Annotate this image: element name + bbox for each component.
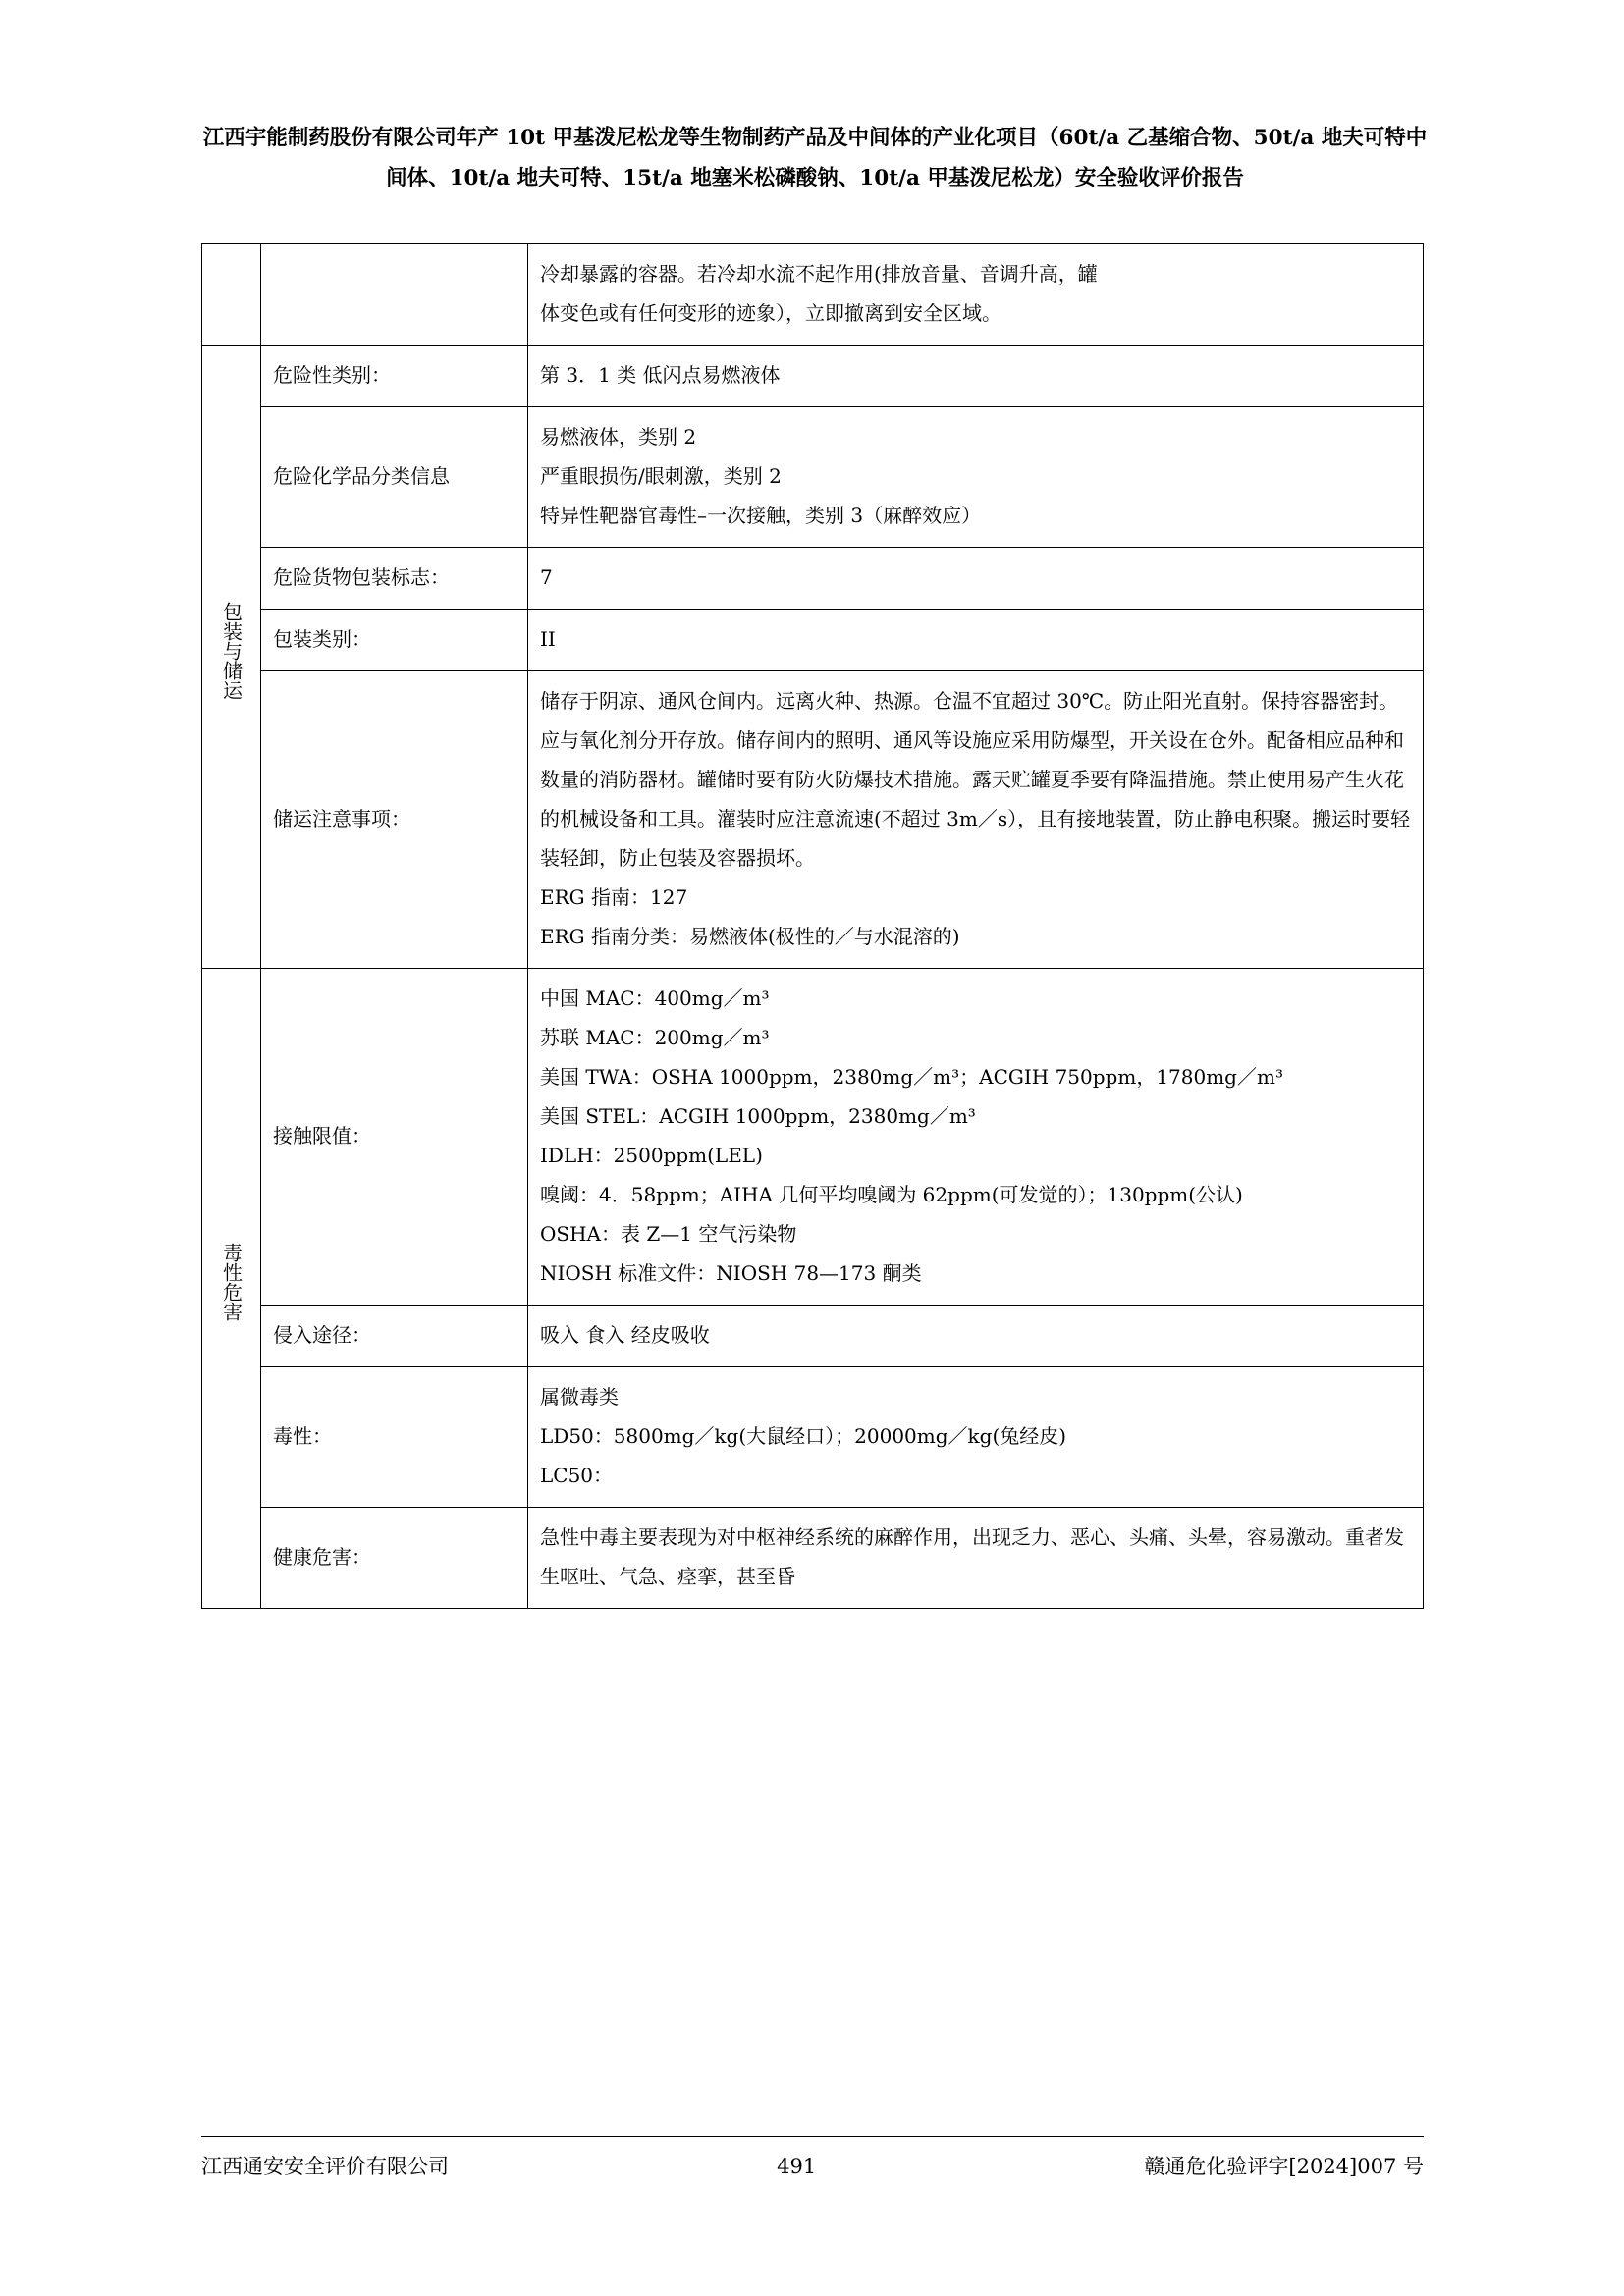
footer-doc-code: 赣通危化验评字[2024]007 号 — [1144, 2155, 1424, 2178]
label-toxicity: 毒性： — [261, 1367, 528, 1508]
table-row — [202, 1367, 1424, 1508]
value-line: 嗅阈：4．58ppm；AIHA 几何平均嗅阈为 62ppm(可发觉的）；130ppm(公认) — [540, 1183, 1243, 1206]
value-line: 急性中毒主要表现为对中枢神经系统的麻醉作用，出现乏力、恶心、头痛、头晕，容易激动。重者发生呕吐、气急、痉挛，甚至昏 — [540, 1525, 1404, 1588]
table-row — [202, 346, 1424, 407]
table-row — [202, 244, 1424, 346]
page-header-title: 江西宇能制药股份有限公司年产 10t 甲基泼尼松龙等生物制药产品及中间体的产业化项目（60t/a 乙基缩合物、50t/a 地夫可特中间体、10t/a 地夫可特、15t/a 地塞米松磷酸钠、10t/a 甲基泼尼松龙）安全验收评价报告 — [202, 126, 1428, 190]
value-dangerous-goods-mark — [528, 548, 1424, 610]
value-line: NIOSH 标准文件：NIOSH 78—173 酮类 — [540, 1261, 922, 1285]
footer-page-number: 491 — [777, 2155, 817, 2178]
value-exposure-limits — [528, 969, 1424, 1306]
value-line: ERG 指南分类：易燃液体(极性的／与水混溶的) — [540, 925, 960, 948]
label-storage-transport-notes: 储运注意事项： — [261, 671, 528, 969]
value-health-hazards — [528, 1508, 1424, 1609]
label-packaging-group: 包装类别： — [261, 610, 528, 671]
value-line: 储存于阴凉、通风仓间内。远离火种、热源。仓温不宜超过 30℃。防止阳光直射。保持容器密封。应与氧化剂分开存放。储存间内的照明、通风等设施应采用防爆型，开关设在仓外。配备相应品种和数量的消防器材。罐储时要有防火防爆技术措施。露天贮罐夏季要有降温措施。禁止使用易产生火花的机械设备和工具。灌装时应注意流速(不超过 3m／s），且有接地装置，防止静电积聚。搬运时要轻装轻卸，防止包装及容器损坏。 — [540, 689, 1411, 870]
table-row — [202, 1306, 1424, 1367]
value-line: 美国 STEL：ACGIH 1000ppm，2380mg／m³ — [540, 1104, 976, 1128]
table-row — [202, 610, 1424, 671]
value-toxicity — [528, 1367, 1424, 1508]
value-line: 易燃液体，类别 2 — [540, 425, 697, 449]
value-line: II — [540, 627, 556, 651]
value-line: 特异性靶器官毒性–一次接触，类别 3（麻醉效应） — [540, 504, 982, 527]
label-exposure-limits: 接触限值： — [261, 969, 528, 1306]
category-cell-toxicity — [202, 969, 261, 1609]
value-line: 第 3．1 类 低闪点易燃液体 — [540, 363, 781, 387]
table-row — [202, 671, 1424, 969]
value-routes-of-entry — [528, 1306, 1424, 1367]
label-dangerous-goods-mark: 危险货物包装标志： — [261, 548, 528, 610]
label-routes-of-entry: 侵入途径： — [261, 1306, 528, 1367]
value-line: LD50：5800mg／kg(大鼠经口）；20000mg／kg(兔经皮) — [540, 1424, 1067, 1448]
value-line: OSHA：表 Z—1 空气污染物 — [540, 1222, 797, 1246]
value-ghs-classification — [528, 407, 1424, 548]
label-hazard-class: 危险性类别： — [261, 346, 528, 407]
hazard-properties-table — [201, 243, 1424, 1609]
footer-company: 江西通安安全评价有限公司 — [201, 2155, 449, 2178]
table-row — [202, 548, 1424, 610]
category-cell-packaging — [202, 346, 261, 969]
value-line: 体变色或有任何变形的迹象），立即撤离到安全区域。 — [540, 301, 1001, 325]
value-line: 属微毒类 — [540, 1385, 619, 1409]
label-ghs-classification: 危险化学品分类信息 — [261, 407, 528, 548]
value-line: 吸入 食入 经皮吸收 — [540, 1323, 710, 1347]
value-line: LC50： — [540, 1464, 614, 1487]
value-line: 严重眼损伤/眼刺激，类别 2 — [540, 464, 782, 488]
category-label-packaging: 包装与储运 — [219, 601, 244, 700]
value-line: 7 — [540, 565, 553, 589]
table-row — [202, 969, 1424, 1306]
page-footer — [201, 2136, 1424, 2180]
category-label-toxicity: 毒性危害 — [219, 1243, 244, 1321]
category-cell-empty — [202, 244, 261, 346]
value-line: 苏联 MAC：200mg／m³ — [540, 1026, 770, 1049]
value-line: 冷却暴露的容器。若冷却水流不起作用(排放音量、音调升高，罐 — [540, 262, 1098, 286]
label-health-hazards: 健康危害： — [261, 1508, 528, 1609]
value-hazard-class — [528, 346, 1424, 407]
value-cell-continuation — [528, 244, 1424, 346]
value-line: IDLH：2500ppm(LEL) — [540, 1144, 763, 1167]
value-line: 中国 MAC：400mg／m³ — [540, 987, 770, 1010]
value-packaging-group — [528, 610, 1424, 671]
value-line: 美国 TWA：OSHA 1000ppm，2380mg／m³；ACGIH 750ppm，1780mg／m³ — [540, 1065, 1283, 1089]
value-storage-transport-notes — [528, 671, 1424, 969]
label-cell-empty — [261, 244, 528, 346]
table-row — [202, 407, 1424, 548]
value-line: ERG 指南：127 — [540, 885, 688, 909]
table-row — [202, 1508, 1424, 1609]
